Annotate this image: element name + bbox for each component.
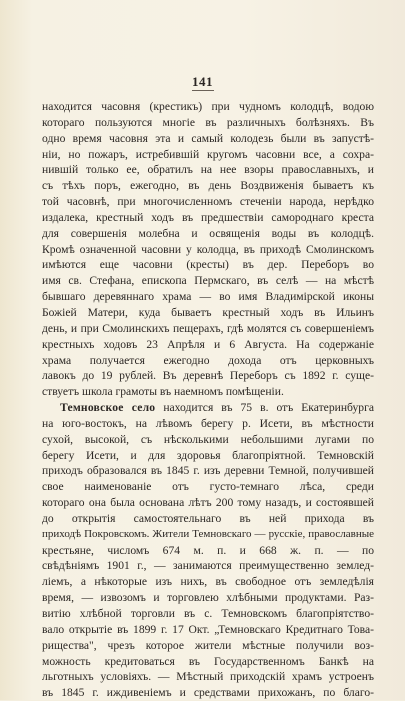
line-text: находится въ 75 в. отъ Екатеринбурга — [155, 401, 374, 415]
line-text: приходъ образовался въ 1845 г. изъ деревни Темной, получившей — [42, 464, 374, 478]
line-text: имѣются еще часовни (кресты) въ дер. Переборъ во — [42, 258, 374, 272]
text-line — [42, 242, 374, 258]
line-text: крестныхъ ходовъ 23 Апрѣля и 6 Августа. На содержаніе — [42, 337, 374, 351]
line-text: котораго она была основана лѣтъ 200 тому назадъ, и состоявшей — [42, 496, 374, 510]
line-text: на юго-востокъ, на лѣвомъ берегу р. Исети, въ мѣстности — [42, 416, 374, 430]
line-text: ствуетъ школа грамоты въ наемномъ помѣщеніи. — [42, 385, 284, 399]
text-line — [42, 479, 374, 495]
line-text: ніи, но пожаръ, истребившій кругомъ часовни все, а сохра- — [42, 147, 374, 161]
text-line — [42, 194, 374, 210]
line-text: котораго пользуются многіе въ различныхъ болѣзняхъ. Въ — [42, 115, 374, 129]
text-line — [42, 622, 374, 638]
text-line — [42, 654, 374, 670]
text-line — [42, 685, 374, 701]
text-line — [42, 99, 374, 115]
line-text: имя св. Стефана, епископа Пермскаго, въ селѣ — на мѣстѣ — [42, 274, 374, 288]
page-number: 141 — [0, 74, 405, 91]
line-text: свѣдѣніямъ 1901 г., — занимаются преимущественно землед- — [42, 559, 374, 573]
line-text: нившій только ее, обратилъ на нее взоры православныхъ, и — [42, 163, 374, 177]
line-text: храма получается ежегодно дохода отъ церковныхъ — [42, 353, 374, 367]
line-text: находится часовня (крестикъ) при чудномъ колодцѣ, водою — [42, 100, 374, 113]
text-line — [42, 131, 374, 147]
section-heading: Темновское село — [60, 401, 156, 415]
line-text: Божіей Матери, куда бываетъ крестный ходъ въ Ильинъ — [42, 305, 374, 319]
line-text: берегу Исети, и для здоровья благопріятной. Темновскій — [42, 448, 374, 462]
line-text: день, и при Смолинскихъ пещерахъ, гдѣ молятся съ совершеніемъ — [42, 321, 374, 335]
line-text: свое наименованіе отъ густо-темнаго лѣса, среди — [42, 480, 374, 494]
text-line — [42, 226, 374, 242]
line-text: вало открытіе въ 1899 г. 17 Окт. „Темновскаго Кредитнаго Това- — [42, 622, 374, 636]
line-text: Кромѣ означенной часовни у колодца, въ приходѣ Смолинскомъ — [42, 242, 374, 256]
text-line — [42, 463, 374, 479]
text-line — [42, 400, 374, 416]
text-line — [42, 574, 374, 590]
text-line — [42, 432, 374, 448]
line-text: приходѣ Покровскомъ. Жители Темновскаго — русскіе, православные — [42, 527, 374, 540]
text-line — [42, 147, 374, 163]
text-line — [42, 558, 374, 574]
text-line — [42, 289, 374, 305]
line-text: той часовнѣ, при многочисленномъ стеченіи народа, нерѣдко — [42, 195, 374, 209]
line-text: бывшаго деревяннаго храма — во имя Владимірской иконы — [42, 290, 374, 304]
text-line — [42, 448, 374, 464]
text-line — [42, 495, 374, 511]
text-line — [42, 416, 374, 432]
line-text: ліемъ, а нѣкоторые изъ нихъ, въ свободное отъ земледѣлія — [42, 575, 374, 589]
line-text: витію хлѣбной торговли въ с. Темновскомъ благопріятство- — [42, 607, 374, 620]
text-line — [42, 384, 374, 400]
text-line — [42, 273, 374, 289]
text-line — [42, 305, 374, 321]
line-text: время, — извозомъ и торговлею хлѣбными продуктами. Раз- — [42, 591, 374, 605]
text-line — [42, 115, 374, 131]
body-text — [42, 99, 374, 701]
text-line — [42, 337, 374, 353]
line-text: можность кредитоваться въ Государственномъ Банкѣ на — [42, 654, 374, 668]
line-text: издалека, крестный ходъ въ предшествіи самороднаго креста — [42, 210, 374, 224]
line-text: для совершенія молебна и освященія воды въ колодцѣ. — [42, 226, 374, 240]
text-line — [42, 353, 374, 369]
text-line — [42, 669, 374, 685]
text-line — [42, 368, 374, 384]
text-line — [42, 543, 374, 559]
text-line — [42, 321, 374, 337]
line-text: въ 1845 г. иждивеніемъ и средствами прихожанъ, по благо- — [42, 686, 374, 700]
line-text: до открытія самостоятельнаго въ ней прихода въ — [42, 511, 374, 525]
line-text: рищества", чрезъ которое жители мѣстные получили воз- — [42, 638, 374, 652]
text-line — [42, 511, 374, 527]
text-line — [42, 210, 374, 226]
line-text: сухой, высокой, съ нѣсколькими небольшими лугами по — [42, 432, 374, 446]
line-text: одно время часовня эта и самый колодезь были въ запустѣ- — [42, 131, 374, 145]
text-line — [42, 178, 374, 194]
text-line — [42, 162, 374, 178]
text-line — [42, 527, 374, 543]
text-line — [42, 638, 374, 654]
text-line — [42, 590, 374, 606]
text-line — [42, 606, 374, 622]
text-line — [42, 257, 374, 273]
line-text: крестьяне, числомъ 674 м. п. и 668 ж. п. — по — [42, 543, 374, 557]
line-text: лавокъ до 19 рублей. Въ деревнѣ Переборъ съ 1892 г. суще- — [42, 369, 374, 383]
line-text: льготныхъ условіяхъ. — Мѣстный приходскій храмъ устроенъ — [42, 670, 374, 684]
line-text: съ тѣхъ поръ, ежегодно, въ день Воздвиженія бываетъ къ — [42, 179, 374, 193]
